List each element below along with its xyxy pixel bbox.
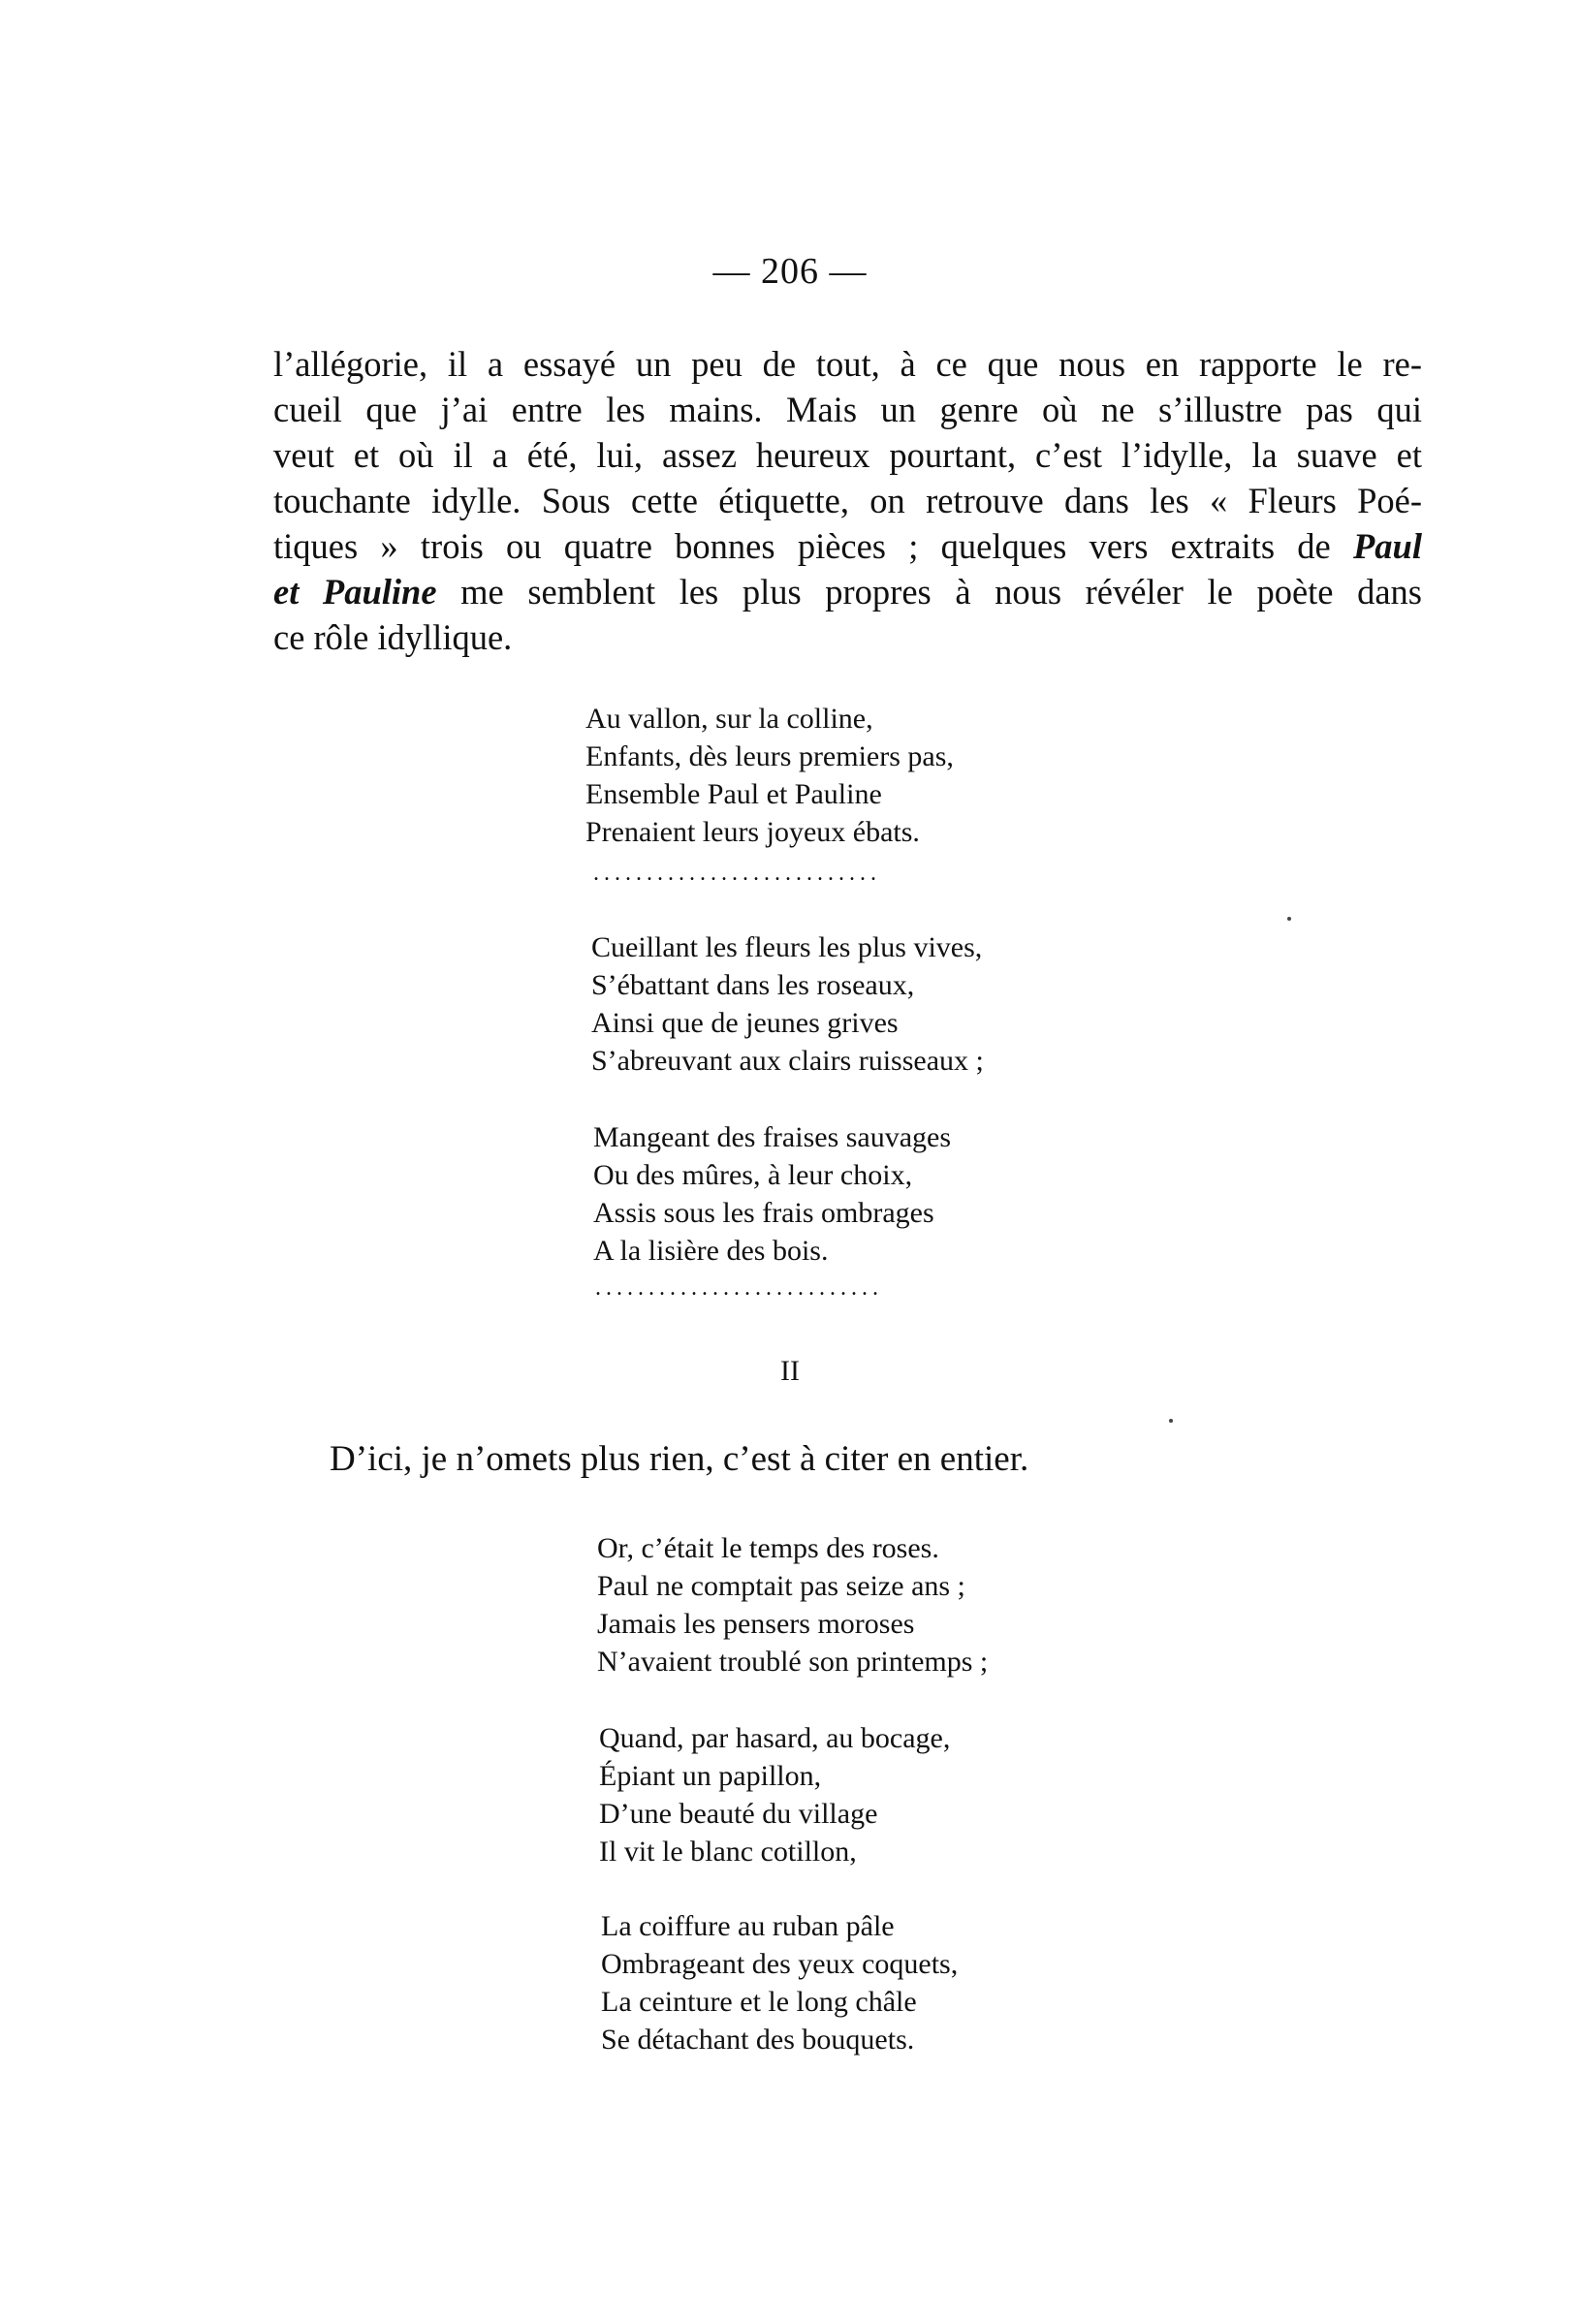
ellipsis-line: ........................... <box>595 1275 883 1301</box>
prose-line: l’allégorie, il a essayé un peu de tout, à ce que nous en rapporte le re- <box>273 344 1422 384</box>
verse-line: Épiant un papillon, <box>599 1760 822 1792</box>
prose-paragraph <box>273 341 1422 660</box>
verse-line: A la lisière des bois. <box>593 1235 829 1267</box>
verse-line: Au vallon, sur la colline, <box>585 703 873 735</box>
verse-line: Ou des mûres, à leur choix, <box>593 1159 913 1191</box>
verse-line: D’une beauté du village <box>599 1798 878 1830</box>
poem1-stanza3 <box>593 1118 951 1270</box>
work-title-part2: et Pauline <box>273 572 437 612</box>
verse-line: Prenaient leurs joyeux ébats. <box>585 816 920 848</box>
page-number: — 206 — <box>712 251 868 292</box>
verse-line: Enfants, dès leurs premiers pas, <box>585 740 954 772</box>
prose-line: ce rôle idyllique. <box>273 617 513 657</box>
prose-line <box>273 569 1422 614</box>
prose-line: cueil que j’ai entre les mains. Mais un genre où ne s’illustre pas qui <box>273 390 1422 429</box>
prose-line: touchante idylle. Sous cette étiquette, on retrouve dans les « Fleurs Poé- <box>273 481 1422 520</box>
verse-line: La coiffure au ruban pâle <box>601 1910 895 1942</box>
verse-line: Se détachant des bouquets. <box>601 2024 915 2056</box>
poem2-stanza3 <box>601 1907 958 2058</box>
verse-line: S’ébattant dans les roseaux, <box>591 969 915 1001</box>
prose-line-text: me semblent les plus propres à nous révéler le poète dans <box>436 572 1423 612</box>
verse-line: Paul ne comptait pas seize ans ; <box>597 1570 965 1602</box>
poem1-stanza2 <box>591 928 984 1080</box>
section-intro: D’ici, je n’omets plus rien, c’est à citer en entier. <box>330 1439 1029 1479</box>
verse-line: Assis sous les frais ombrages <box>593 1197 934 1229</box>
poem1-stanza1 <box>585 700 954 851</box>
prose-line: veut et où il a été, lui, assez heureux pourtant, c’est l’idylle, la suave et <box>273 435 1422 475</box>
verse-line: Mangeant des fraises sauvages <box>593 1121 952 1153</box>
verse-line: Cueillant les fleurs les plus vives, <box>591 931 983 963</box>
poem2-stanza2 <box>599 1719 950 1870</box>
print-speck <box>1169 1419 1173 1423</box>
ellipsis-line: ........................... <box>593 861 881 886</box>
verse-line: La ceinture et le long châle <box>601 1986 917 2018</box>
section-numeral: II <box>780 1355 800 1387</box>
verse-line: Il vit le blanc cotillon, <box>599 1836 857 1868</box>
verse-line: Jamais les pensers moroses <box>597 1608 915 1640</box>
verse-line: Ensemble Paul et Pauline <box>585 778 882 810</box>
verse-line: S’abreuvant aux clairs ruisseaux ; <box>591 1045 984 1077</box>
verse-line: Ainsi que de jeunes grives <box>591 1007 899 1039</box>
verse-line: Ombrageant des yeux coquets, <box>601 1948 959 1980</box>
poem2-stanza1 <box>597 1529 988 1680</box>
prose-line <box>273 523 1422 569</box>
verse-line: Quand, par hasard, au bocage, <box>599 1722 951 1754</box>
verse-line: N’avaient troublé son printemps ; <box>597 1646 989 1678</box>
prose-line-text: tiques » trois ou quatre bonnes pièces ; quelques vers extraits de <box>273 526 1331 566</box>
work-title-part1: Paul <box>1353 526 1422 566</box>
print-speck <box>1287 917 1291 921</box>
verse-line: Or, c’était le temps des roses. <box>597 1532 939 1564</box>
